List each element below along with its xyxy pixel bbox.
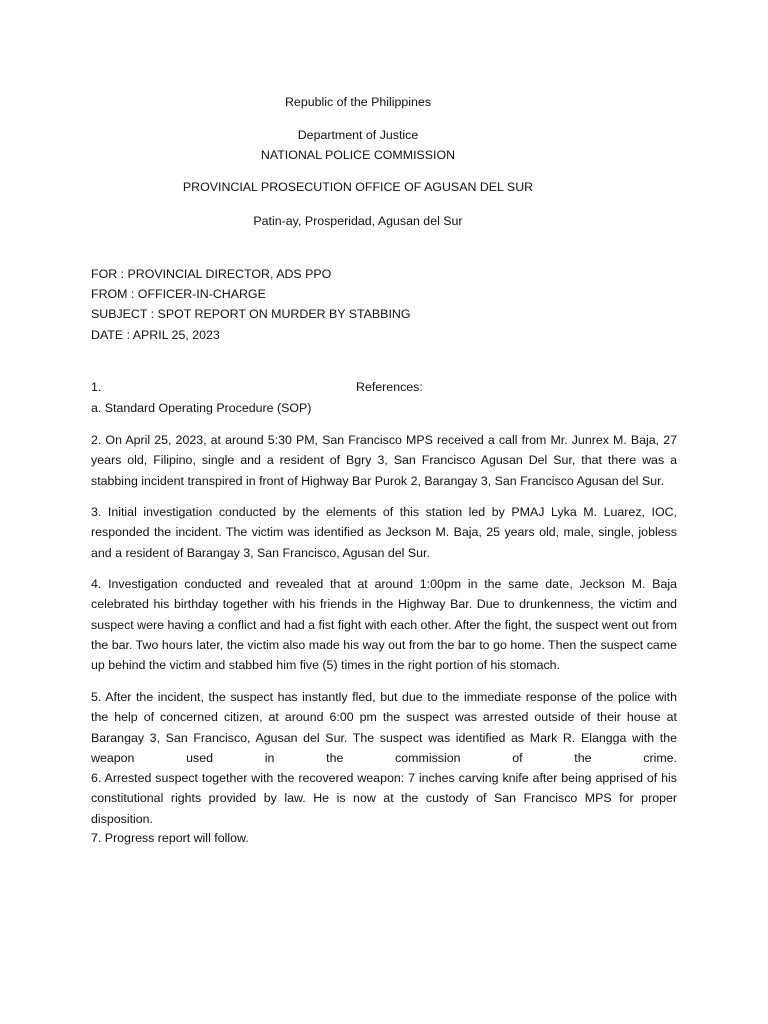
memo-from: FROM : OFFICER-IN-CHARGE <box>91 287 266 301</box>
memo-for: FOR : PROVINCIAL DIRECTOR, ADS PPO <box>91 267 332 281</box>
paragraph-6: 6. Arrested suspect together with the recovered weapon: 7 inches carving knife after being apprised of his constitutional rights provided by law. He is now at the custody of San Francisco MPS for proper disposition. <box>91 771 677 826</box>
memo-date: DATE : APRIL 25, 2023 <box>91 328 220 342</box>
address-heading: Patin-ay, Prosperidad, Agusan del Sur <box>253 214 463 228</box>
paragraph-4: 4. Investigation conducted and revealed that at around 1:00pm in the same date, Jeckson M. Baja celebrated his birthday together with his friends in the Highway Bar. Due to drunkenness, the victim and suspect were having a conflict and had a fist fight with each other. After the fight, the suspect went out from the bar. Two hours later, the victim also made his way out from the bar to go home. Then the suspect came up behind the victim and stabbed him five (5) times in the right portion of his stomach. <box>91 577 677 673</box>
reference-item-a: a. Standard Operating Procedure (SOP) <box>91 401 312 415</box>
commission-heading: NATIONAL POLICE COMMISSION <box>260 148 456 162</box>
references-label: References: <box>356 380 423 394</box>
department-heading: Department of Justice <box>297 128 419 142</box>
office-heading: PROVINCIAL PROSECUTION OFFICE OF AGUSAN DEL SUR <box>182 180 534 194</box>
paragraph-7: 7. Progress report will follow. <box>91 831 249 845</box>
paragraph-2: 2. On April 25, 2023, at around 5:30 PM, San Francisco MPS received a call from Mr. Junrex M. Baja, 27 years old, Filipino, single and a resident of Bgry 3, San Francisco Agusan Del Sur, that there was a stabbing incident transpired in front of Highway Bar Purok 2, Barangay 3, San Francisco Agusan del Sur. <box>91 433 677 488</box>
paragraph-5: 5. After the incident, the suspect has instantly fled, but due to the immediate response of the police with the help of concerned citizen, at around 6:00 pm the suspect was arrested outside of their house at Barangay 3, San Francisco, Agusan del Sur. The suspect was identified as Mark R. Elangga with the weapon used in the commission of the crime. <box>91 690 677 765</box>
memo-subject: SUBJECT : SPOT REPORT ON MURDER BY STABBING <box>91 307 411 321</box>
republic-heading: Republic of the Philippines <box>284 95 432 109</box>
paragraph-3: 3. Initial investigation conducted by the elements of this station led by PMAJ Lyka M. Luarez, IOC, responded the incident. The victim was identified as Jeckson M. Baja, 25 years old, male, single, jobless and a resident of Barangay 3, San Francisco, Agusan del Sur. <box>91 505 677 560</box>
references-number: 1. <box>91 380 102 394</box>
